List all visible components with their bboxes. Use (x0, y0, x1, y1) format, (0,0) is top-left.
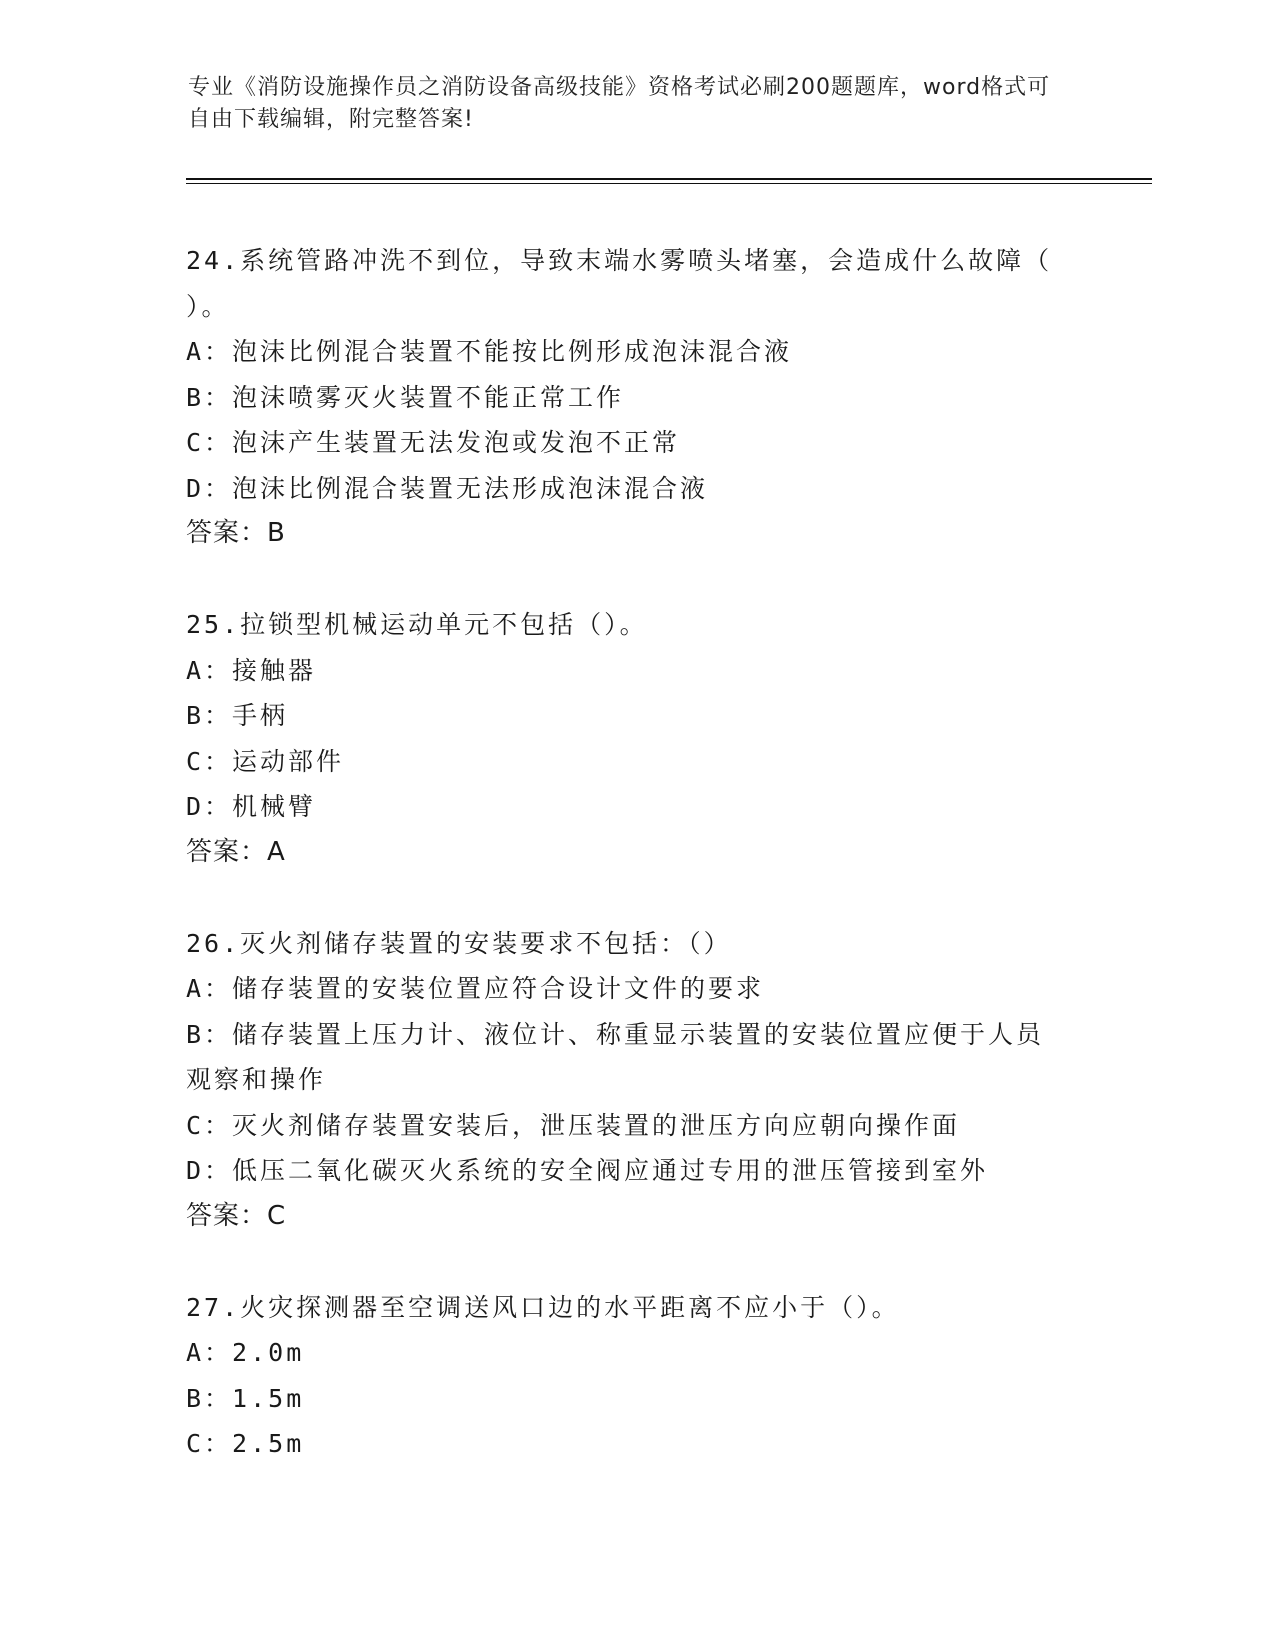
option-b: B：储存装置上压力计、液位计、称重显示装置的安装位置应便于人员 (186, 1019, 1045, 1049)
header-divider-thin (186, 183, 1152, 184)
question-25 (186, 602, 1086, 875)
option-a: A：泡沫比例混合装置不能按比例形成泡沫混合液 (186, 337, 793, 366)
question-27 (186, 1285, 1086, 1467)
option-c: C：灭火剂储存装置安装后，泄压装置的泄压方向应朝向操作面 (186, 1110, 961, 1140)
option-a: A：2.0m (186, 1338, 305, 1367)
option-d: D：泡沫比例混合装置无法形成泡沫混合液 (186, 473, 709, 503)
answer-label: 答案：B (186, 518, 286, 548)
option-c: C：泡沫产生装置无法发泡或发泡不正常 (186, 428, 681, 457)
question-stem: 24.系统管路冲洗不到位，导致末端水雾喷头堵塞，会造成什么故障（ (186, 246, 1053, 275)
option-d: D：机械臂 (186, 792, 317, 821)
header-divider-thick (186, 178, 1152, 180)
option-b-continued: 观察和操作 (186, 1065, 327, 1094)
question-stem: 25.拉锁型机械运动单元不包括（）。 (186, 610, 648, 639)
option-c: C：2.5m (186, 1429, 305, 1458)
option-c: C：运动部件 (186, 746, 345, 776)
question-spacer (186, 875, 1086, 921)
question-list (186, 238, 1086, 1467)
question-spacer (186, 1239, 1086, 1285)
option-a: A：接触器 (186, 655, 317, 685)
question-26 (186, 921, 1086, 1240)
question-24 (186, 238, 1086, 557)
question-stem: ）。 (186, 291, 230, 321)
question-spacer (186, 557, 1086, 603)
document-header: 专业《消防设施操作员之消防设备高级技能》资格考试必刷200题题库，word格式可自由下载编辑，附完整答案! (188, 75, 1051, 132)
option-b: B：泡沫喷雾灭火装置不能正常工作 (186, 382, 625, 412)
option-d: D：低压二氧化碳灭火系统的安全阀应通过专用的泄压管接到室外 (186, 1156, 989, 1185)
option-a: A：储存装置的安装位置应符合设计文件的要求 (186, 974, 765, 1003)
answer-label: 答案：A (186, 836, 286, 867)
question-stem: 27.火灾探测器至空调送风口边的水平距离不应小于（）。 (186, 1292, 900, 1322)
question-stem: 26.灭火剂储存装置的安装要求不包括：（） (186, 928, 732, 958)
option-b: B：手柄 (186, 701, 289, 730)
option-b: B：1.5m (186, 1383, 305, 1413)
answer-label: 答案：C (186, 1200, 287, 1231)
